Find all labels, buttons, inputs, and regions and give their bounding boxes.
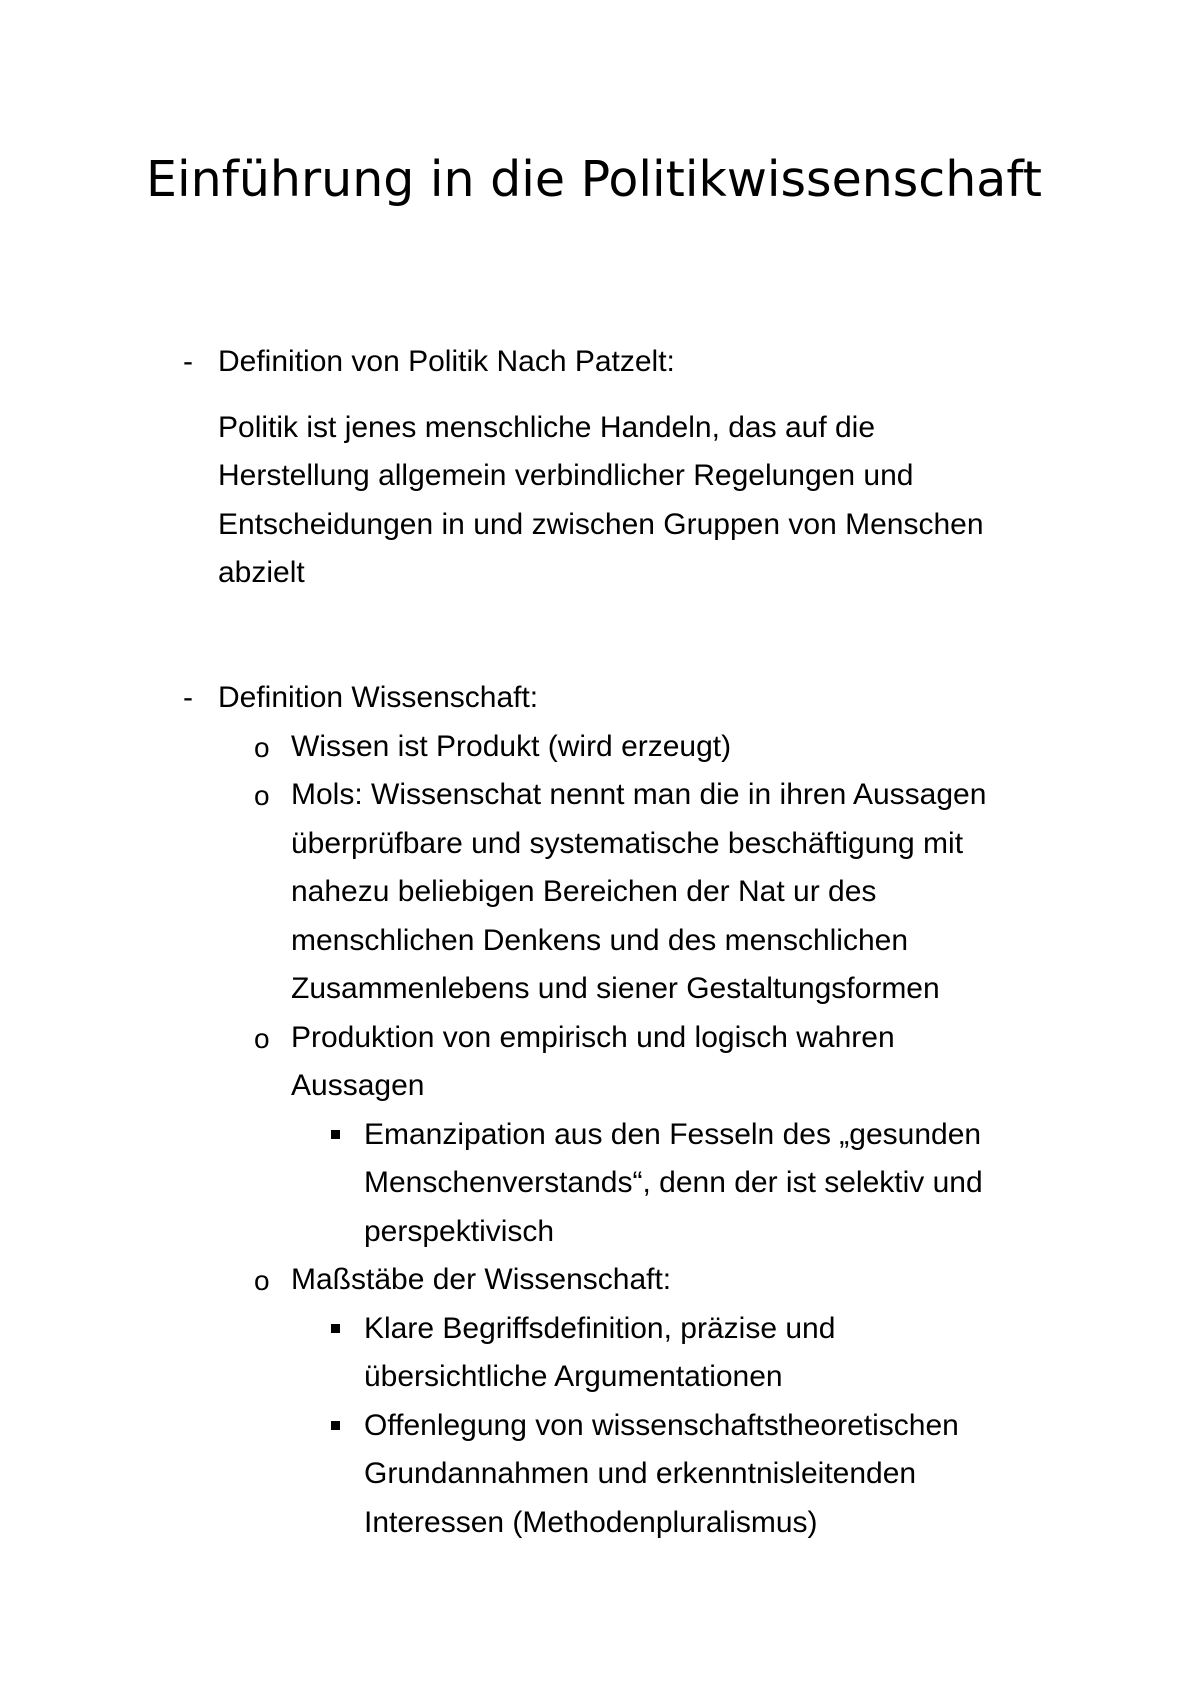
circle-bullet: o [254,1022,270,1054]
definition-paragraph-line: Herstellung allgemein verbindlicher Regelungen und [218,459,914,492]
sub-list-item-line: perspektivisch [364,1214,555,1248]
circle-bullet: o [254,731,270,763]
list-item-line: Zusammenlebens und siener Gestaltungsformen [291,972,940,1005]
list-item-line: Maßstäbe der Wissenschaft: [291,1263,672,1296]
list-item-line: Mols: Wissenschat nennt man die in ihren Aussagen [291,778,987,811]
circle-bullet: o [254,780,270,811]
dash-bullet: - [183,345,193,378]
square-bullet [331,1421,340,1430]
definition-paragraph-line: Politik ist jenes menschliche Handeln, das auf die [218,410,876,444]
sub-list-item-line: Klare Begriffsdefinition, präzise und [364,1311,836,1345]
sub-list-item-line: Emanzipation aus den Fesseln des „gesunden [364,1117,982,1151]
dash-bullet: - [183,681,193,714]
document-title: Einführung in die Politikwissenschaft [146,151,1042,208]
list-item-line: Wissen ist Produkt (wird erzeugt) [291,729,732,763]
sub-list-item-line: Menschenverstands“, denn der ist selektiv und [364,1166,983,1199]
sub-list-item-line: Offenlegung von wissenschaftstheoretischen [364,1408,959,1442]
list-item-line: Produktion von empirisch und logisch wahren [291,1020,895,1054]
list-item-line: menschlichen Denkens und des menschlichen [291,923,909,957]
definition-paragraph-line: Entscheidungen in und zwischen Gruppen von Menschen [218,507,984,541]
list-item-line: Aussagen [291,1069,425,1102]
list-item-line: nahezu beliebigen Bereichen der Nat ur des [291,875,877,908]
square-bullet [331,1324,340,1333]
sub-list-item-line: Grundannahmen und erkenntnisleitenden [364,1457,917,1490]
section-heading: Definition Wissenschaft: [218,681,539,714]
sub-list-item-line: Interessen (Methodenpluralismus) [364,1505,818,1539]
section-heading: Definition von Politik Nach Patzelt: [218,345,675,378]
list-item-line: überprüfbare und systematische beschäftigung mit [291,826,964,860]
square-bullet [331,1130,340,1139]
definition-paragraph-line: abzielt [218,556,305,589]
circle-bullet: o [254,1265,270,1296]
sub-list-item-line: übersichtliche Argumentationen [364,1360,783,1393]
